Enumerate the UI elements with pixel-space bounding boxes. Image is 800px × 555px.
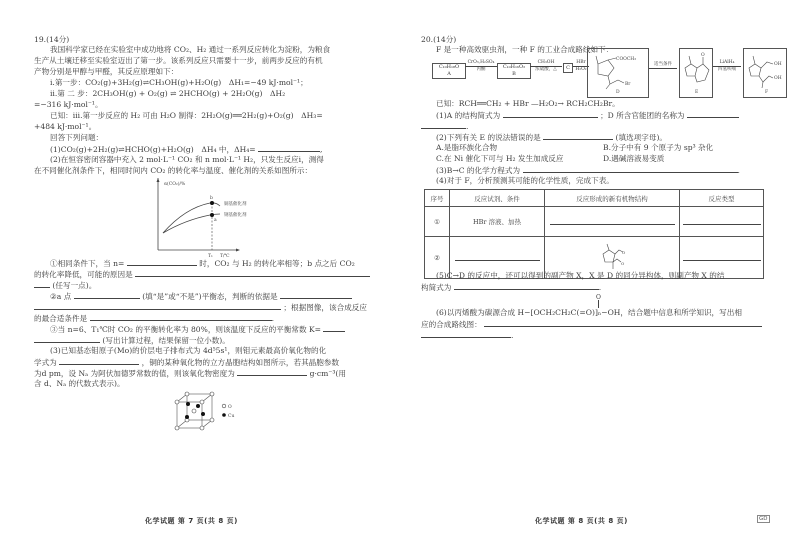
q20-part-3: (3)B→C 的化学方程式为 . <box>436 166 740 175</box>
legend-steel: 钢基催化剂 <box>224 213 247 218</box>
q20-header: 20.(14分) <box>421 35 457 44</box>
answer-blank-basis[interactable] <box>280 290 352 299</box>
step-1-arrow <box>465 60 497 73</box>
part-1: (1)CO₂(g)+2H₂(g)⇌HCHO(g)+H₂O(g) ΔH₄ 中，ΔH₄= , <box>50 145 323 154</box>
conversion-chart <box>150 178 270 258</box>
q20-part-1 <box>436 109 739 121</box>
q19-header: 19.(14分) <box>34 35 70 44</box>
gd-badge: GD <box>759 516 768 522</box>
answer-blank-reason-cont[interactable] <box>34 279 50 288</box>
compound-c-box: C <box>563 63 573 73</box>
svg-text:b: b <box>210 196 213 201</box>
reaction-ii-dh: =−316 kJ·mol⁻¹。 <box>34 100 103 109</box>
compound-b-box <box>497 63 531 79</box>
part-3-text: (3)B→C 的化学方程式为 <box>436 166 521 175</box>
col-header-type: 反应类型 <box>680 190 764 207</box>
answer-blank-b-to-c[interactable] <box>523 164 738 173</box>
part-3d: 含 d、Nₐ 的代数式表示)。 <box>34 379 125 388</box>
part-3b-text: 学式为 <box>34 358 57 367</box>
compound-f-structure <box>745 52 785 94</box>
option-a: A.是脂环族化合物 <box>436 143 498 152</box>
q19-intro-1: 我国科学家已经在实验室中成功地将 CO₂、H₂ 通过一系列反应转化为淀粉，为粮食 <box>50 45 331 54</box>
part-2-text: (2)下列有关 E 的说法错误的是 <box>436 133 541 142</box>
sub-2c-text: 的最合适条件是 <box>34 314 88 323</box>
step-5-solvent: 四氢呋喃 <box>713 66 741 73</box>
part-1-text: (1)CO₂(g)+2H₂(g)⇌HCHO(g)+H₂O(g) ΔH₄ 中，ΔH₄= <box>50 145 256 154</box>
q20-part-4: (4)对于 F，分析预测其可能的化学性质，完成下表。 <box>436 176 614 185</box>
q19-intro-3: 产物分别是甲醇与甲醛，其反应原理如下： <box>34 67 179 76</box>
step-1-solvent: 丙酮 <box>465 66 497 73</box>
sub-2b-text: ；根据图像，该合成反应 <box>283 303 367 312</box>
q20-part-6c: . <box>421 329 513 341</box>
compound-a-formula: C₁₀H₁₈O <box>438 64 460 70</box>
svg-text:E: E <box>695 90 699 95</box>
row-2-no: ② <box>425 237 450 279</box>
sub-3b-text: (写出计算过程，结果保留一位小数)。 <box>102 336 230 345</box>
sub-1b-text: 的转化率降低，可能的原因是 <box>34 270 133 279</box>
svg-text:a: a <box>214 218 217 223</box>
answer-blank-oxide[interactable] <box>59 356 139 365</box>
table-row <box>425 207 764 237</box>
answer-blank-a-structure[interactable] <box>503 109 598 118</box>
answer-blank-route[interactable] <box>484 318 762 327</box>
compound-a-box <box>432 63 466 79</box>
sub-2c: 的最合适条件是 . <box>34 314 274 323</box>
step-1-reagent: CrO₃,H₂SO₄ <box>467 60 495 65</box>
sub-2a-text2: (填“是”或“不是”)平衡态，判断的依据是 <box>142 292 278 301</box>
q20-intro: F 是一种高效驱虫剂，一种 F 的工业合成路线如下： <box>436 45 614 54</box>
option-b: B.分子中有 9 个原子为 sp³ 杂化 <box>603 143 714 152</box>
answer-blank-equilibrium[interactable] <box>74 290 140 299</box>
svg-text:OH: OH <box>774 76 782 81</box>
answer-blank-k[interactable] <box>323 323 345 332</box>
reaction-table <box>424 189 764 279</box>
legend-o: O <box>228 405 232 410</box>
part-1a-text: (1)A 的结构简式为 <box>436 111 501 120</box>
answer-blank-d-groups-cont[interactable] <box>421 120 466 129</box>
svg-text:F: F <box>765 90 769 95</box>
step-3-condition: H₂O₂ <box>573 66 589 73</box>
part-3b-text2: ，铜的某种氧化物的立方晶胞结构如图所示，若其晶胞参数 <box>141 358 340 367</box>
q20-part-6a: (6)以丙烯酸为碳源合成 H−[OCH₂CH₂C(=O)]ₙ−OH，结合题中信息和所学知识，写出相 <box>436 308 742 317</box>
q20-part-5a: (5)C→D 的反应中，还可以得到的副产物 X，X 是 D 的同分异构体，则副产物 X 的结 <box>436 271 725 280</box>
step-2-condition: 浓硫酸，△ <box>530 66 562 73</box>
known-iii-dh: +484 kJ·mol⁻¹。 <box>34 122 97 131</box>
reaction-ii: ⅱ.第 二 步：2CH₃OH(g) + O₂(g) ⇌ 2HCHO(g) + 2H₂O(g) ΔH₂ <box>50 89 286 98</box>
part-2-hint: (填选项字母)。 <box>615 133 668 142</box>
compound-d-structure <box>590 52 646 94</box>
answer-prompt: 回答下列问题： <box>50 133 104 142</box>
step-5-arrow <box>713 60 741 73</box>
svg-text:O: O <box>621 260 625 266</box>
answer-blank-d-groups[interactable] <box>687 109 739 118</box>
y-axis-label: α(CO₂)/% <box>164 182 186 187</box>
part-1b-text: ；D 所含官能团的名称为 <box>600 111 685 120</box>
answer-blank-route-cont[interactable] <box>421 329 511 338</box>
part-3a: (3)已知基态钼原子(Mo)的价层电子排布式为 4d⁵5s¹，则钼元素最高价氧化物的化 <box>50 346 327 355</box>
legend-cu: Cu <box>228 414 235 419</box>
row-1-type[interactable] <box>680 207 764 237</box>
part-2a: (2)在恒容密闭容器中充入 2 mol·L⁻¹ CO₂ 和 n mol·L⁻¹ H₂，只发生反应ⅰ，测得 <box>50 155 324 164</box>
answer-blank-basis-cont[interactable] <box>34 301 281 310</box>
svg-text:Br: Br <box>625 82 631 87</box>
compound-a-label: A <box>447 70 451 77</box>
answer-blank-x-structure[interactable] <box>454 281 599 290</box>
col-header-product: 反应形成的新有机物结构 <box>545 190 680 207</box>
answer-blank-density[interactable] <box>237 367 307 376</box>
compound-e-structure <box>681 52 711 94</box>
svg-text:OH: OH <box>774 62 782 67</box>
x-tick-t1: T₁ <box>208 254 213 259</box>
option-c: C.在 Ni 催化下可与 H₂ 发生加成反应 <box>436 154 564 163</box>
step-4-arrow: 适当条件 <box>649 62 677 69</box>
page-8-footer: 化学试题 第 8 页(共 8 页) <box>535 517 628 525</box>
q20-part-1-cont: . <box>421 120 468 132</box>
step-2-reagent: CH₃OH <box>537 60 555 65</box>
svg-text:O: O <box>701 53 705 58</box>
x-axis-label: T/℃ <box>220 254 230 259</box>
svg-text:COOCH₃: COOCH₃ <box>616 57 636 62</box>
answer-blank-n[interactable] <box>127 257 197 266</box>
carbonyl-o: O <box>596 294 601 301</box>
sub-1c-text: (任写一点)。 <box>52 281 97 290</box>
page-8 <box>400 0 800 555</box>
svg-text:O: O <box>622 249 626 255</box>
compound-b-label: B <box>512 70 516 77</box>
legend-copper: 铜基催化剂 <box>224 202 247 207</box>
sub-1a-text: ①相同条件下，当 n= <box>50 259 125 268</box>
step-3-reagent: HBr <box>576 60 586 65</box>
page-7-footer: 化学试题 第 7 页(共 8 页) <box>145 517 238 525</box>
answer-blank-condition[interactable] <box>90 312 272 321</box>
sub-3a-text: ③当 n=6、T₁℃时 CO₂ 的平衡转化率为 80%，则该温度下反应的平衡常数 K= <box>50 325 321 334</box>
step-5-reagent: LiAlH₄ <box>719 60 735 65</box>
col-header-no: 序号 <box>425 190 450 207</box>
dialdehyde-structure <box>597 242 627 272</box>
sub-2a-text: ②a 点 <box>50 292 72 301</box>
step-2-arrow <box>530 60 562 73</box>
svg-text:D: D <box>616 90 620 95</box>
col-header-reagent: 反应试剂、条件 <box>450 190 545 207</box>
part-6b-text: 应的合成路线图： <box>421 320 482 329</box>
part-2b: 在不同催化剂条件下，相同时间内 CO₂ 的转化率与温度、催化剂的关系如图所示： <box>34 166 313 175</box>
q20-part-5b: 构简式为 . <box>421 283 602 292</box>
known-reaction: 已知：RCH══CH₂ + HBr —H₂O₂→ RCH₂CH₂Br。 <box>436 99 620 108</box>
answer-blank-1[interactable] <box>258 143 320 152</box>
row-1-reagent: HBr 溶液、加热 <box>450 207 545 237</box>
reaction-i: ⅰ.第一步：CO₂(g)+3H₂(g)⇌CH₃OH(g)+H₂O(g) ΔH₁=−49 kJ·mol⁻¹； <box>50 78 308 87</box>
table-header-row <box>425 190 764 207</box>
compound-b-formula: C₁₀H₁₆O₂ <box>502 64 526 70</box>
answer-blank-reason[interactable] <box>135 268 370 277</box>
row-1-product[interactable] <box>545 207 680 237</box>
q19-intro-2: 生产从土壤迁移至实验室迈出了第一步。该系列反应只需要十一步，前两步反应的有机 <box>34 56 323 65</box>
part-5b-text: 构简式为 <box>421 283 452 292</box>
answer-blank-e-wrong[interactable] <box>543 131 613 140</box>
part-3c-text: 为d pm，设 Nₐ 为阿伏加德罗常数的值，则该氧化物密度为 <box>34 369 235 378</box>
crystal-cell-diagram <box>172 392 252 432</box>
row-1-no: ① <box>425 207 450 237</box>
part-3c-text2: g·cm⁻³(用 <box>309 369 346 378</box>
known-iii: 已知：ⅲ.第一步反应的 H₂ 可由 H₂O 制得：2H₂O(g)══2H₂(g)+O₂(g) ΔH₃= <box>50 111 323 120</box>
answer-blank-k-cont[interactable] <box>34 334 100 343</box>
option-d: D.遇碱溶液易变质 <box>603 154 665 163</box>
sub-1a-text2: 时，CO₂ 与 H₂ 的转化率相等；b 点之后 CO₂ <box>199 259 355 268</box>
